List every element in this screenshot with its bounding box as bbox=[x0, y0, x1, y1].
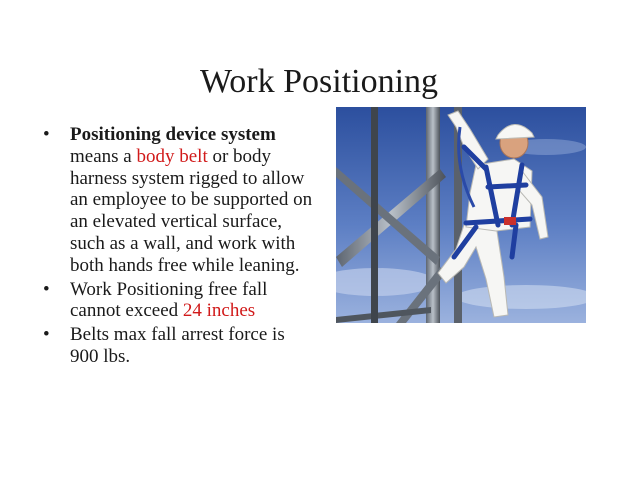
defined-term: Positioning device system bbox=[70, 124, 276, 145]
bullet-symbol: • bbox=[43, 324, 50, 346]
highlight-body-belt: body belt bbox=[136, 145, 208, 167]
bullet-item-arrest-force bbox=[40, 324, 315, 368]
worker-harness-photo bbox=[336, 107, 586, 323]
bullet-item-free-fall bbox=[40, 279, 315, 323]
arrest-force-text: Belts max fall arrest force is 900 lbs. bbox=[70, 324, 285, 367]
bullet-symbol: • bbox=[43, 124, 50, 145]
highlight-24-inches: 24 inches bbox=[182, 300, 256, 322]
definition-text-rest: or body harness system rigged to allow an employee to be supported on an elevated vertical surface, such as a wall, and work with both hands free while leaning. bbox=[70, 145, 313, 276]
free-fall-text: Work Positioning free fall cannot exceed bbox=[70, 278, 268, 322]
bullet-symbol: • bbox=[43, 278, 50, 300]
belt-buckle bbox=[504, 217, 516, 225]
bullet-list bbox=[40, 124, 315, 370]
definition-text: means a bbox=[70, 145, 137, 167]
slide-title: Work Positioning bbox=[199, 63, 439, 100]
bullet-item-definition bbox=[40, 124, 315, 277]
